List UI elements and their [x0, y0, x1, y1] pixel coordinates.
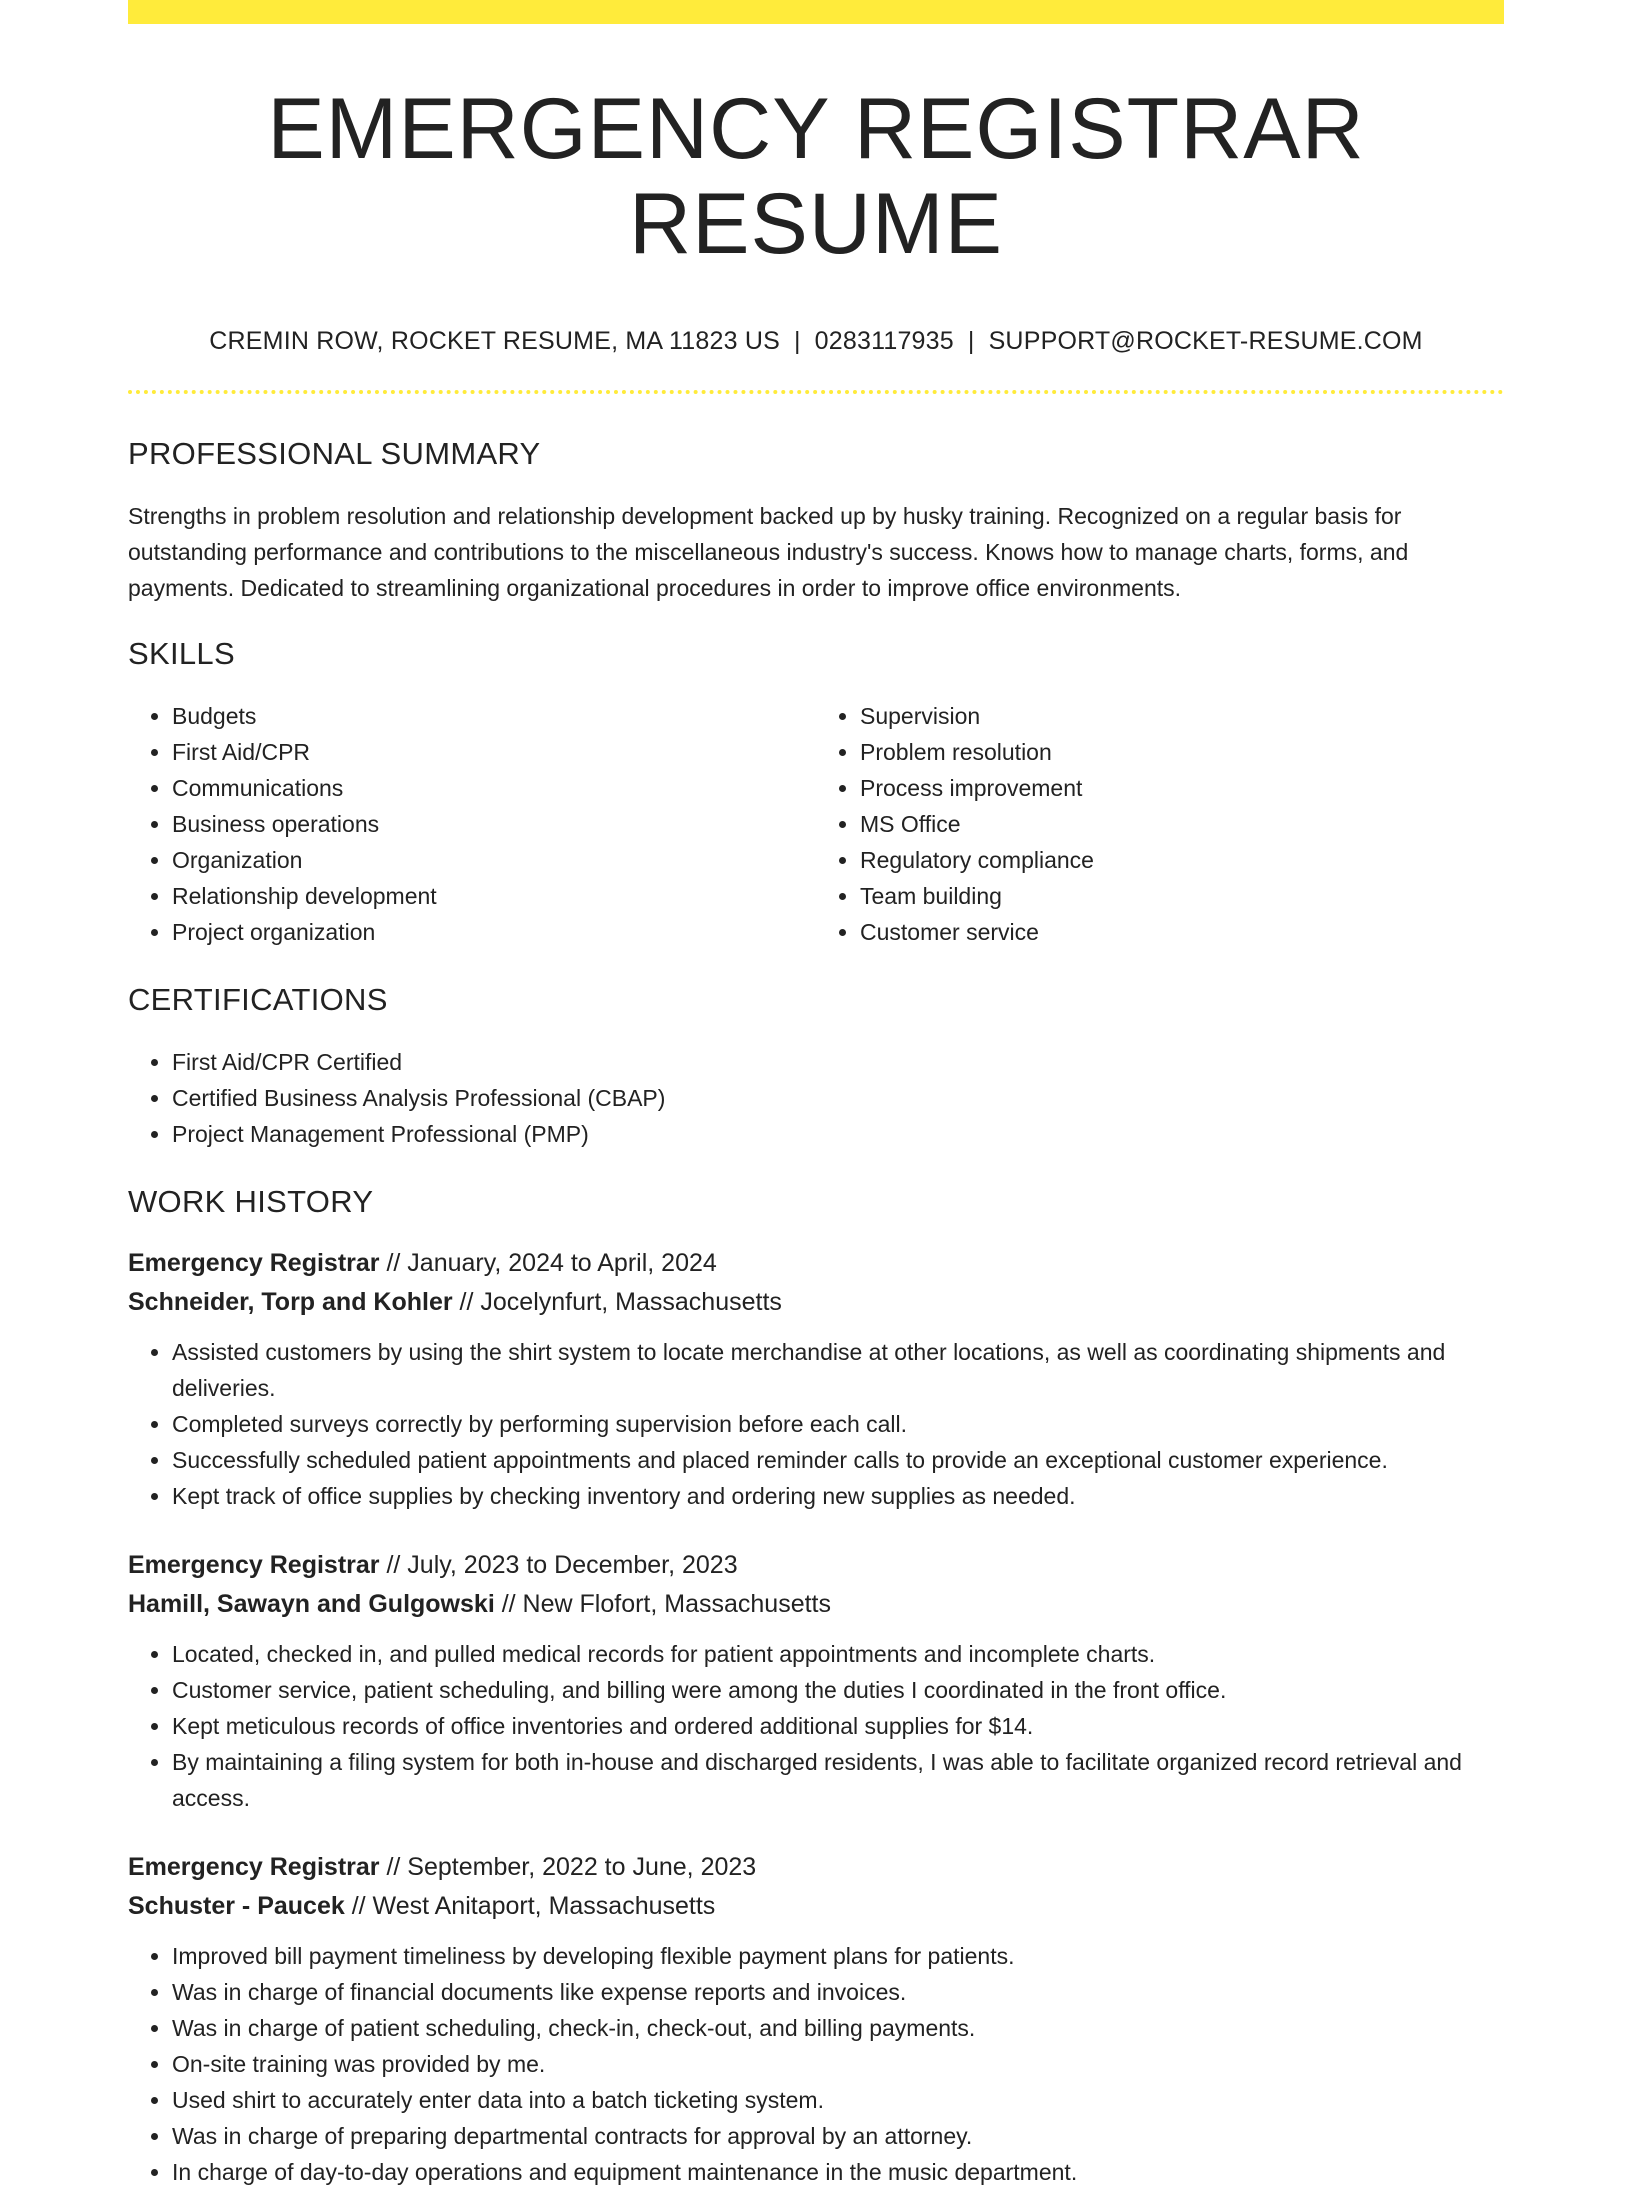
job-role-line	[128, 1244, 1504, 1283]
top-accent-bar	[128, 0, 1504, 24]
list-item: • Organization	[172, 842, 816, 878]
certifications-section	[128, 982, 1504, 1152]
job-entry	[128, 1546, 1504, 1816]
list-item: • Regulatory compliance	[860, 842, 1504, 878]
job-company: Schuster - Paucek	[128, 1892, 345, 1921]
contact-email: SUPPORT@ROCKET-RESUME.COM	[988, 327, 1423, 356]
list-item: • Successfully scheduled patient appointments and placed reminder calls to provide an exceptional customer experience.	[172, 1442, 1504, 1478]
job-location: // New Flofort, Massachusetts	[501, 1590, 831, 1619]
contact-separator: |	[793, 327, 801, 356]
list-item: • Business operations	[172, 806, 816, 842]
list-item: • Completed surveys correctly by performing supervision before each call.	[172, 1406, 1504, 1442]
skills-columns	[128, 698, 1504, 950]
list-item: • Relationship development	[172, 878, 816, 914]
job-company-line	[128, 1585, 1504, 1624]
section-title-certifications: CERTIFICATIONS	[128, 982, 388, 1018]
skills-list-right	[816, 698, 1504, 950]
section-title-work-history: WORK HISTORY	[128, 1184, 374, 1220]
list-item: • Problem resolution	[860, 734, 1504, 770]
list-item: • Used shirt to accurately enter data into a batch ticketing system.	[172, 2082, 1504, 2118]
list-item: • Communications	[172, 770, 816, 806]
list-item: • Was in charge of preparing departmental contracts for approval by an attorney.	[172, 2118, 1504, 2154]
job-company: Schneider, Torp and Kohler	[128, 1288, 453, 1317]
list-item: • Located, checked in, and pulled medical records for patient appointments and incomplete charts.	[172, 1636, 1504, 1672]
job-location: // Jocelynfurt, Massachusetts	[459, 1288, 782, 1317]
list-item: • Process improvement	[860, 770, 1504, 806]
resume-title: EMERGENCY REGISTRAR RESUME	[267, 81, 1365, 272]
job-dates: // September, 2022 to June, 2023	[386, 1853, 757, 1882]
resume-page	[128, 0, 1504, 2190]
list-item: • Assisted customers by using the shirt system to locate merchandise at other locations, as well as coordinating shipments and deliveries.	[172, 1334, 1504, 1406]
summary-text: Strengths in problem resolution and relationship development backed up by husky training. Recognized on a regular basis for outstanding performance and contributions to the miscellaneous industry's success. Knows how to manage charts, forms, and payments. Dedicated to streamlining organizational procedures in order to improve office environments.	[128, 503, 1409, 602]
work-history-section	[128, 1184, 1504, 2190]
list-item: • On-site training was provided by me.	[172, 2046, 1504, 2082]
list-item: • Budgets	[172, 698, 816, 734]
job-role: Emergency Registrar	[128, 1249, 380, 1278]
contact-line	[128, 327, 1504, 356]
section-title-skills: SKILLS	[128, 636, 235, 672]
list-item: • By maintaining a filing system for both in-house and discharged residents, I was able to facilitate organized record retrieval and access.	[172, 1744, 1504, 1816]
list-item: • Project Management Professional (PMP)	[172, 1116, 1504, 1152]
job-role-line	[128, 1546, 1504, 1585]
section-title-summary: PROFESSIONAL SUMMARY	[128, 436, 541, 472]
summary-section	[128, 436, 1504, 606]
job-dates: // January, 2024 to April, 2024	[386, 1249, 717, 1278]
list-item: • Improved bill payment timeliness by developing flexible payment plans for patients.	[172, 1938, 1504, 1974]
job-company-line	[128, 1283, 1504, 1322]
list-item: • Team building	[860, 878, 1504, 914]
list-item: • Kept meticulous records of office inventories and ordered additional supplies for $14.	[172, 1708, 1504, 1744]
list-item: • Kept track of office supplies by checking inventory and ordering new supplies as needed.	[172, 1478, 1504, 1514]
job-company: Hamill, Sawayn and Gulgowski	[128, 1590, 495, 1619]
contact-separator: |	[967, 327, 975, 356]
contact-address: CREMIN ROW, ROCKET RESUME, MA 11823 US	[209, 327, 780, 356]
certifications-list	[128, 1044, 1504, 1152]
list-item: • Certified Business Analysis Professional (CBAP)	[172, 1080, 1504, 1116]
job-entry	[128, 1244, 1504, 1514]
list-item: • In charge of day-to-day operations and equipment maintenance in the music department.	[172, 2154, 1504, 2190]
list-item: • Project organization	[172, 914, 816, 950]
list-item: • MS Office	[860, 806, 1504, 842]
job-bullets	[128, 1636, 1504, 1816]
job-role: Emergency Registrar	[128, 1853, 380, 1882]
list-item: • Customer service, patient scheduling, and billing were among the duties I coordinated in the front office.	[172, 1672, 1504, 1708]
job-dates: // July, 2023 to December, 2023	[386, 1551, 738, 1580]
contact-phone: 0283117935	[814, 327, 954, 356]
list-item: • Customer service	[860, 914, 1504, 950]
skills-section	[128, 636, 1504, 950]
job-bullets	[128, 1938, 1504, 2190]
dotted-divider	[128, 390, 1504, 394]
job-role-line	[128, 1848, 1504, 1887]
job-bullets	[128, 1334, 1504, 1514]
job-company-line	[128, 1887, 1504, 1926]
list-item: • First Aid/CPR Certified	[172, 1044, 1504, 1080]
list-item: • Was in charge of patient scheduling, check-in, check-out, and billing payments.	[172, 2010, 1504, 2046]
list-item: • Supervision	[860, 698, 1504, 734]
skills-list-left	[128, 698, 816, 950]
list-item: • Was in charge of financial documents like expense reports and invoices.	[172, 1974, 1504, 2010]
list-item: • First Aid/CPR	[172, 734, 816, 770]
job-entry	[128, 1848, 1504, 2190]
job-role: Emergency Registrar	[128, 1551, 380, 1580]
job-location: // West Anitaport, Massachusetts	[351, 1892, 716, 1921]
